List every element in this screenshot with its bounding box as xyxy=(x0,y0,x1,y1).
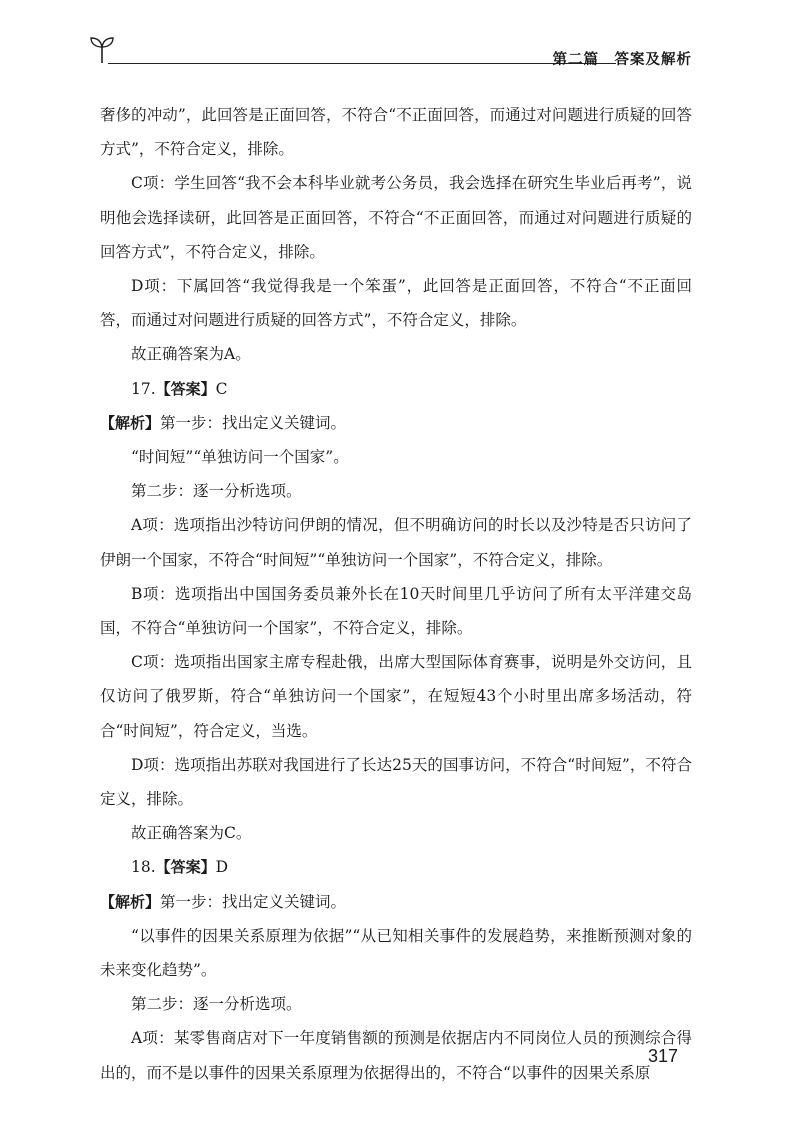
paragraph: 奢侈的冲动”，此回答是正面回答，不符合“不正面回答，而通过对问题进行质疑的回答方式”，不符合定义，排除。 xyxy=(100,106,692,159)
q18-answer-label: 【答案】 xyxy=(155,858,216,877)
q18-step1: 第一步：找出定义关键词。 xyxy=(160,892,347,911)
q18-number: 18. xyxy=(131,858,156,877)
q18-analysis-line xyxy=(100,885,692,919)
q17-option-a: A项：选项指出沙特访问伊朗的情况，但不明确访问的时长以及沙特是否只访问了伊朗一个国家，不符合“时间短”“单独访问一个国家”，不符合定义，排除。 xyxy=(100,516,692,569)
q17-analysis-label: 【解析】 xyxy=(100,413,161,432)
q17-keywords: “时间短”“单独访问一个国家”。 xyxy=(131,448,349,467)
sprout-icon xyxy=(88,34,116,64)
q18-analysis-label: 【解析】 xyxy=(100,892,161,911)
q18-option-a: A项：某零售商店对下一年度销售额的预测是依据店内不同岗位人员的预测综合得出的，而不是以事件的因果关系原理为依据得出的，不符合“以事件的因果关系原 xyxy=(100,1029,692,1082)
q17-number: 17. xyxy=(131,379,156,398)
q17-step2: 第二步：逐一分析选项。 xyxy=(131,482,302,501)
page-content xyxy=(100,98,692,1090)
q18-answer-line xyxy=(100,850,692,884)
q17-analysis-line xyxy=(100,406,692,440)
q17-answer-line xyxy=(100,372,692,406)
q18-step2: 第二步：逐一分析选项。 xyxy=(131,995,302,1014)
q17-option-c: C项：选项指出国家主席专程赴俄，出席大型国际体育赛事，说明是外交访问，且仅访问了俄罗斯，符合“单独访问一个国家”，在短短43个小时里出席多场活动，符合“时间短”，符合定义，当选。 xyxy=(100,653,692,740)
q17-answer: C xyxy=(215,379,228,398)
paragraph: 故正确答案为A。 xyxy=(131,345,251,364)
header-title: 第二篇 答案及解析 xyxy=(552,52,692,68)
page-header xyxy=(88,28,700,68)
paragraph: D项：下属回答“我觉得我是一个笨蛋”，此回答是正面回答，不符合“不正面回答，而通过对问题进行质疑的回答方式”，不符合定义，排除。 xyxy=(100,277,692,330)
q17-step1: 第一步：找出定义关键词。 xyxy=(160,413,347,432)
page-number: 317 xyxy=(648,1046,679,1066)
q17-conclusion: 故正确答案为C。 xyxy=(131,824,252,843)
q17-answer-label: 【答案】 xyxy=(155,379,216,398)
header-rule xyxy=(108,63,616,64)
q17-option-b: B项：选项指出中国国务委员兼外长在10天时间里几乎访问了所有太平洋建交岛国，不符合“单独访问一个国家”，不符合定义，排除。 xyxy=(100,584,692,638)
q18-answer: D xyxy=(215,858,229,877)
q17-option-d: D项：选项指出苏联对我国进行了长达25天的国事访问，不符合“时间短”，不符合定义，排除。 xyxy=(100,755,692,809)
q18-keywords: “以事件的因果关系原理为依据”“从已知相关事件的发展趋势，来推断预测对象的未来变化趋势”。 xyxy=(100,926,692,980)
paragraph: C项：学生回答“我不会本科毕业就考公务员，我会选择在研究生毕业后再考”，说明他会选择读研，此回答是正面回答，不符合“不正面回答，而通过对问题进行质疑的回答方式”，不符合定义，排除。 xyxy=(100,174,692,261)
